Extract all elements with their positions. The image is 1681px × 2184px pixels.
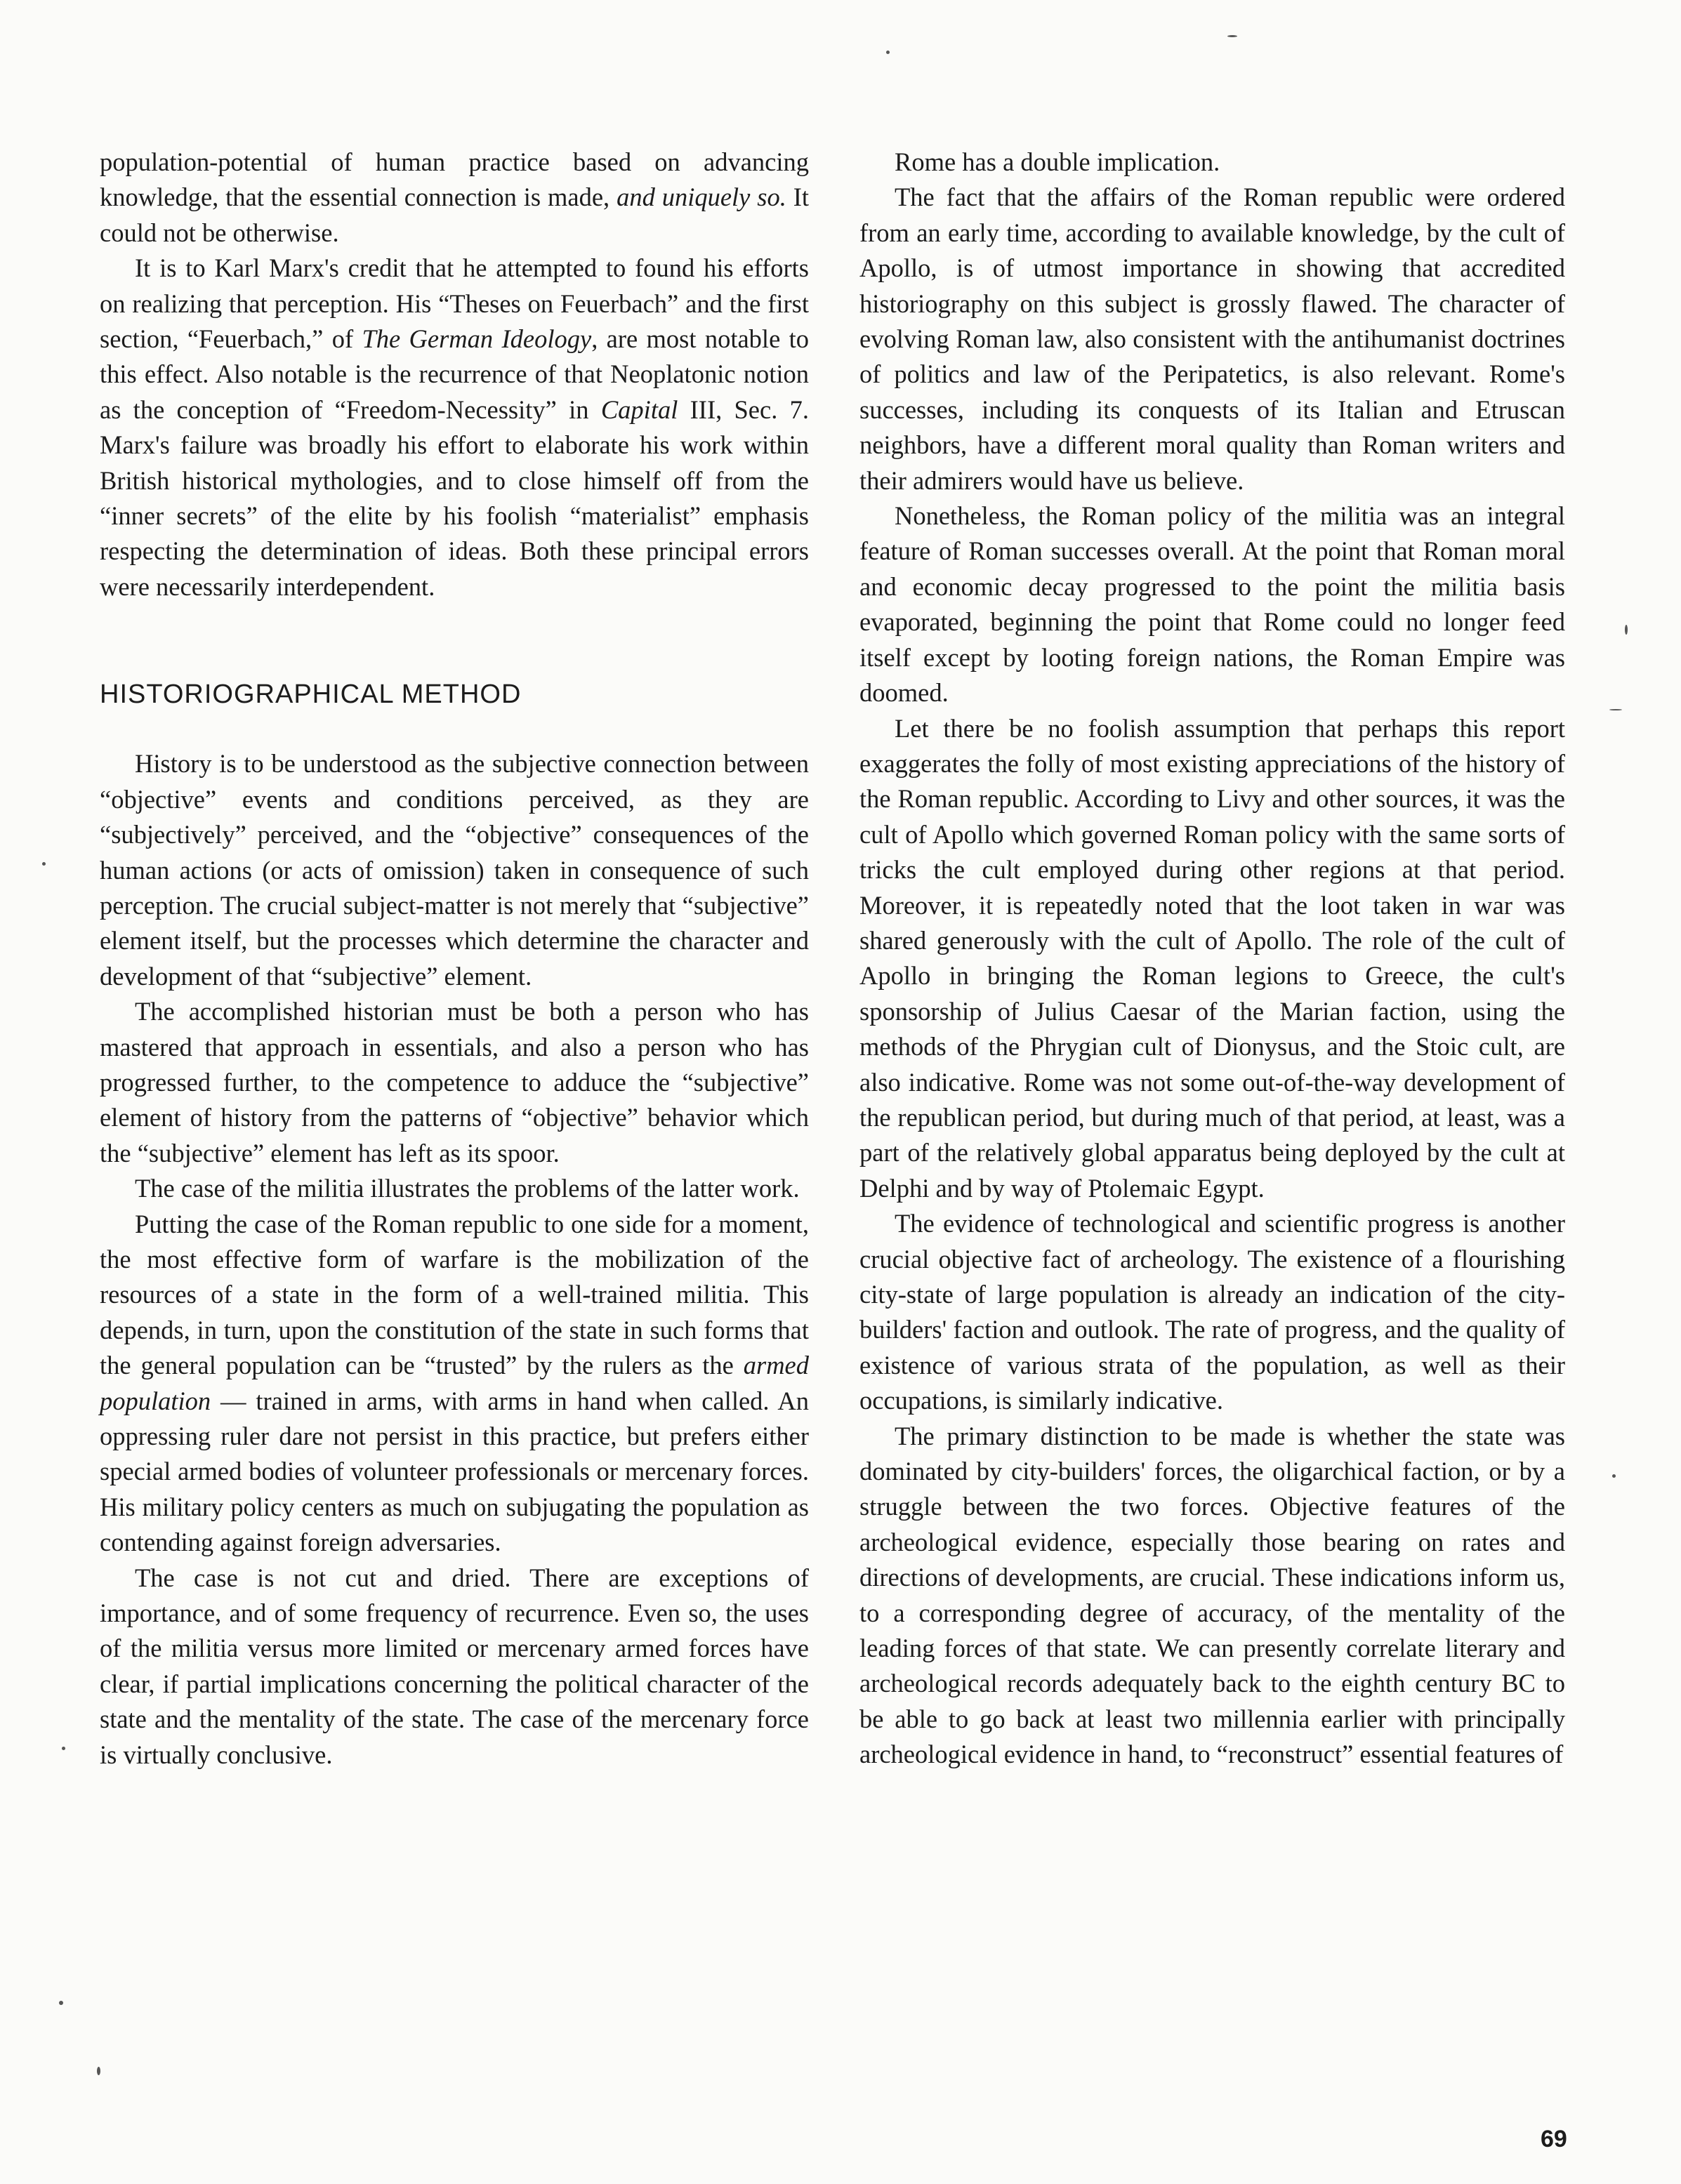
paragraph: The case is not cut and dried. There are exceptions of importance, and of some frequency of recurrence. Even so, the uses of the militia versus more limited or mercenary armed forces have clear, if partial implications concerning the political character of the state and the mentality of the state. The case of the mercenary force is virtually conclusive.: [100, 1563, 809, 1769]
paragraph: Let there be no foolish assumption that perhaps this report exaggerates the folly of most existing appreciations of the history of the Roman republic. According to Livy and other sources, it was the cult of Apollo which governed Roman policy with the same sorts of tricks the cult employed during other regions at that period. Moreover, it is repeatedly noted that the loot taken in war was shared generously with the cult of Apollo. The role of the cult of Apollo in bringing the Roman legions to Greece, the cult's sponsorship of Julius Caesar of the Marian faction, using the methods of the Phrygian cult of Dionysus, and the Stoic cult, are also indicative. Rome was not some out-of-the-way development of the republican period, but during much of that period, at least, was a part of the relatively global apparatus being deployed by the cult at Delphi and by way of Ptolemaic Egypt.: [859, 713, 1565, 1203]
scan-speck: [62, 1747, 65, 1750]
right-column: [859, 145, 1565, 1773]
paragraph: It is to Karl Marx's credit that he attempted to found his efforts on realizing that perception. His “Theses on Feuerbach” and the first section, “Feuerbach,” of The German Ideology, are most notable to this effect. Also notable is the recurrence of that Neoplatonic notion as the conception of “Freedom-Necessity” in Capital III, Sec. 7. Marx's failure was broadly his effort to elaborate his work within British historical mythologies, and to close himself off from the “inner secrets” of the elite by his foolish “materialist” emphasis respecting the determination of ideas. Both these principal errors were necessarily interdependent.: [100, 253, 809, 601]
paragraph: Rome has a double implication.: [895, 147, 1220, 176]
scan-speck: [42, 862, 46, 866]
scan-speck: [59, 2001, 63, 2005]
paragraph: History is to be understood as the subjective connection between “objective” events and conditions perceived, as they are “subjectively” perceived, and the “objective” consequences of the human actions (or acts of omission) taken in consequence of such perception. The crucial subject-matter is not merely that “subjective” element itself, but the processes which determine the character and development of that “subjective” element.: [100, 749, 809, 991]
paragraph: The accomplished historian must be both a person who has mastered that approach in essentials, and also a person who has progressed further, to the competence to adduce the “subjective” element of history from the patterns of “objective” behavior which the “subjective” element has left as its spoor.: [100, 997, 809, 1167]
scan-speck: [1227, 35, 1237, 37]
section-heading: HISTORIOGRAPHICAL METHOD: [100, 680, 522, 710]
page-number: 69: [1541, 2126, 1567, 2152]
scan-speck: [886, 51, 890, 54]
scan-speck: [97, 2067, 100, 2075]
paragraph: The evidence of technological and scientific progress is another crucial objective fact of archeology. The existence of a flourishing city-state of large population is already an indication of the city-builders' faction and outlook. The rate of progress, and the quality of existence of various strata of the population, as well as their occupations, is similarly indicative.: [859, 1209, 1565, 1415]
paragraph: The fact that the affairs of the Roman republic were ordered from an early time, according to available knowledge, by the cult of Apollo, is of utmost importance in showing that accredited historiography on this subject is grossly flawed. The character of evolving Roman law, also consistent with the antihumanist doctrines of politics and law of the Peripatetics, is also relevant. Rome's successes, including its conquests of its Italian and Etruscan neighbors, have a different moral quality than Roman writers and their admirers would have us believe.: [859, 183, 1565, 495]
scan-speck: [1609, 709, 1622, 710]
scan-speck: [1625, 625, 1628, 635]
paragraph: Nonetheless, the Roman policy of the militia was an integral feature of Roman successes overall. At the point that Roman moral and economic decay progressed to the point the militia basis evaporated, beginning the point that Rome could no longer feed itself except by looting foreign nations, the Roman Empire was doomed.: [859, 501, 1565, 708]
paragraph: The case of the militia illustrates the problems of the latter work.: [135, 1174, 800, 1203]
paragraph: The primary distinction to be made is whether the state was dominated by city-builders' forces, the oligarchical faction, or by a struggle between the two forces. Objective features of the archeological evidence, especially those bearing on rates and directions of developments, are crucial. These indications inform us, to a corresponding degree of accuracy, of the mentality of the leading forces of that state. We can presently correlate literary and archeological records adequately back to the eighth century BC to be able to go back at least two millennia earlier with principally archeological evidence in hand, to “reconstruct” essential features of: [859, 1421, 1565, 1769]
paragraph: population-potential of human practice based on advancing knowledge, that the essential connection is made, and uniquely so. It could not be otherwise.: [100, 147, 809, 247]
paragraph: Putting the case of the Roman republic to one side for a moment, the most effective form of warfare is the mobilization of the resources of a state in the form of a well-trained militia. This depends, in turn, upon the constitution of the state in such forms that the general population can be “trusted” by the rulers as the armed population — trained in arms, with arms in hand when called. An oppressing ruler dare not persist in this practice, but prefers either special armed bodies of volunteer professionals or mercenary forces. His military policy centers as much on subjugating the population as contending against foreign adversaries.: [100, 1209, 809, 1557]
scan-speck: [1612, 1474, 1616, 1478]
left-column: [100, 145, 809, 1773]
